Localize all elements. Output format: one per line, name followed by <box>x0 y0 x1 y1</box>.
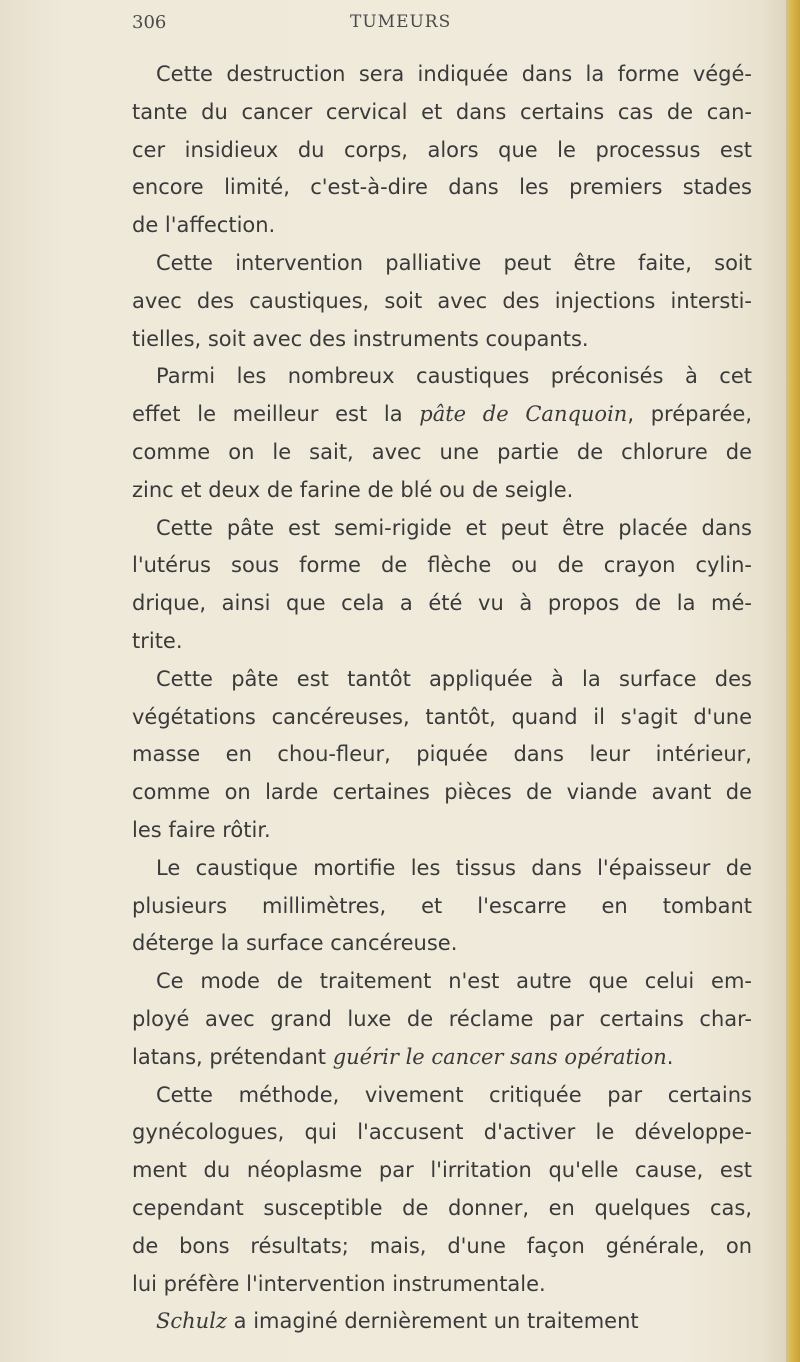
paragraph <box>132 510 752 661</box>
text-segment: de bons résultats; mais, d'une façon générale, on <box>132 1233 752 1258</box>
page-edge <box>786 0 800 1362</box>
text-segment: tielles, soit avec des instruments coupants. <box>132 326 589 351</box>
italic-text: pâte de Canquoin <box>419 402 628 427</box>
text-line <box>132 1303 752 1341</box>
paragraph <box>132 850 752 963</box>
text-line <box>132 1039 752 1077</box>
text-line <box>132 623 752 661</box>
text-line <box>132 472 752 510</box>
text-line <box>132 434 752 472</box>
text-segment: lui préfère l'intervention instrumentale. <box>132 1271 546 1296</box>
text-line <box>132 1266 752 1304</box>
text-segment: . <box>666 1044 674 1069</box>
text-segment: ployé avec grand luxe de réclame par certains char- <box>132 1006 752 1031</box>
text-line <box>132 661 752 699</box>
page-number: 306 <box>132 12 167 33</box>
paragraph <box>132 1303 752 1341</box>
text-line <box>132 1152 752 1190</box>
italic-text: guérir le cancer sans opération <box>332 1044 667 1069</box>
text-segment: les faire rôtir. <box>132 817 271 842</box>
text-segment: Le caustique mortifie les tissus dans l'épaisseur de <box>156 855 752 880</box>
text-segment: tante du cancer cervical et dans certains cas de can- <box>132 99 752 124</box>
text-segment: latans, prétendant <box>132 1044 333 1069</box>
text-segment: Cette pâte est tantôt appliquée à la surface des <box>156 666 752 691</box>
italic-text: Schulz <box>156 1309 227 1334</box>
text-segment: ment du néoplasme par l'irritation qu'elle cause, est <box>132 1158 752 1183</box>
text-segment: Cette méthode, vivement critiquée par certains <box>156 1082 752 1107</box>
paragraph <box>132 358 752 509</box>
text-line <box>132 207 752 245</box>
text-line <box>132 585 752 623</box>
text-segment: masse en chou-fleur, piquée dans leur intérieur, <box>132 742 752 767</box>
text-line <box>132 1001 752 1039</box>
text-segment: déterge la surface cancéreuse. <box>132 931 458 956</box>
text-segment: cer insidieux du corps, alors que le processus est <box>132 137 752 162</box>
text-segment: drique, ainsi que cela a été vu à propos de la mé- <box>132 591 752 616</box>
text-segment: Cette pâte est semi-rigide et peut être placée dans <box>156 515 752 540</box>
text-segment: effet le meilleur est la <box>132 402 420 427</box>
text-line <box>132 888 752 926</box>
paragraph <box>132 661 752 850</box>
text-segment: comme on larde certaines pièces de viande avant de <box>132 780 752 805</box>
text-segment: gynécologues, qui l'accusent d'activer le développe- <box>132 1120 752 1145</box>
text-segment: Parmi les nombreux caustiques préconisés à cet <box>156 364 752 389</box>
paragraph <box>132 963 752 1076</box>
text-line <box>132 396 752 434</box>
text-line <box>132 245 752 283</box>
text-line <box>132 925 752 963</box>
text-line <box>132 774 752 812</box>
text-segment: avec des caustiques, soit avec des injections intersti- <box>132 288 752 313</box>
text-line <box>132 1228 752 1266</box>
text-segment: a imaginé dernièrement un traitement <box>226 1309 639 1334</box>
text-segment: de l'affection. <box>132 213 276 238</box>
text-line <box>132 736 752 774</box>
text-segment: encore limité, c'est-à-dire dans les premiers stades <box>132 175 752 200</box>
body-text <box>132 56 752 1341</box>
text-line <box>132 169 752 207</box>
paragraph <box>132 1077 752 1304</box>
text-line <box>132 56 752 94</box>
text-line <box>132 812 752 850</box>
text-segment: plusieurs millimètres, et l'escarre en tombant <box>132 893 752 918</box>
text-segment: cependant susceptible de donner, en quelques cas, <box>132 1195 752 1220</box>
text-line <box>132 321 752 359</box>
text-line <box>132 1114 752 1152</box>
text-line <box>132 850 752 888</box>
text-line <box>132 1077 752 1115</box>
text-segment: l'utérus sous forme de flèche ou de crayon cylin- <box>132 553 752 578</box>
text-segment: végétations cancéreuses, tantôt, quand il s'agit d'une <box>132 704 752 729</box>
running-title: TUMEURS <box>350 12 452 32</box>
text-segment: comme on le sait, avec une partie de chlorure de <box>132 439 752 464</box>
text-segment: Cette destruction sera indiquée dans la forme végé- <box>156 62 752 86</box>
text-line <box>132 358 752 396</box>
text-segment: zinc et deux de farine de blé ou de seigle. <box>132 477 574 502</box>
text-segment: trite. <box>132 628 183 653</box>
paragraph <box>132 56 752 245</box>
text-line <box>132 510 752 548</box>
text-line <box>132 132 752 170</box>
text-line <box>132 699 752 737</box>
text-segment: Cette intervention palliative peut être faite, soit <box>156 250 752 275</box>
text-line <box>132 547 752 585</box>
text-segment: Ce mode de traitement n'est autre que celui em- <box>156 969 752 994</box>
text-segment: , préparée, <box>627 402 752 427</box>
text-line <box>132 94 752 132</box>
text-line <box>132 963 752 1001</box>
text-line <box>132 283 752 321</box>
text-line <box>132 1190 752 1228</box>
page-header <box>0 12 800 52</box>
paragraph <box>132 245 752 358</box>
